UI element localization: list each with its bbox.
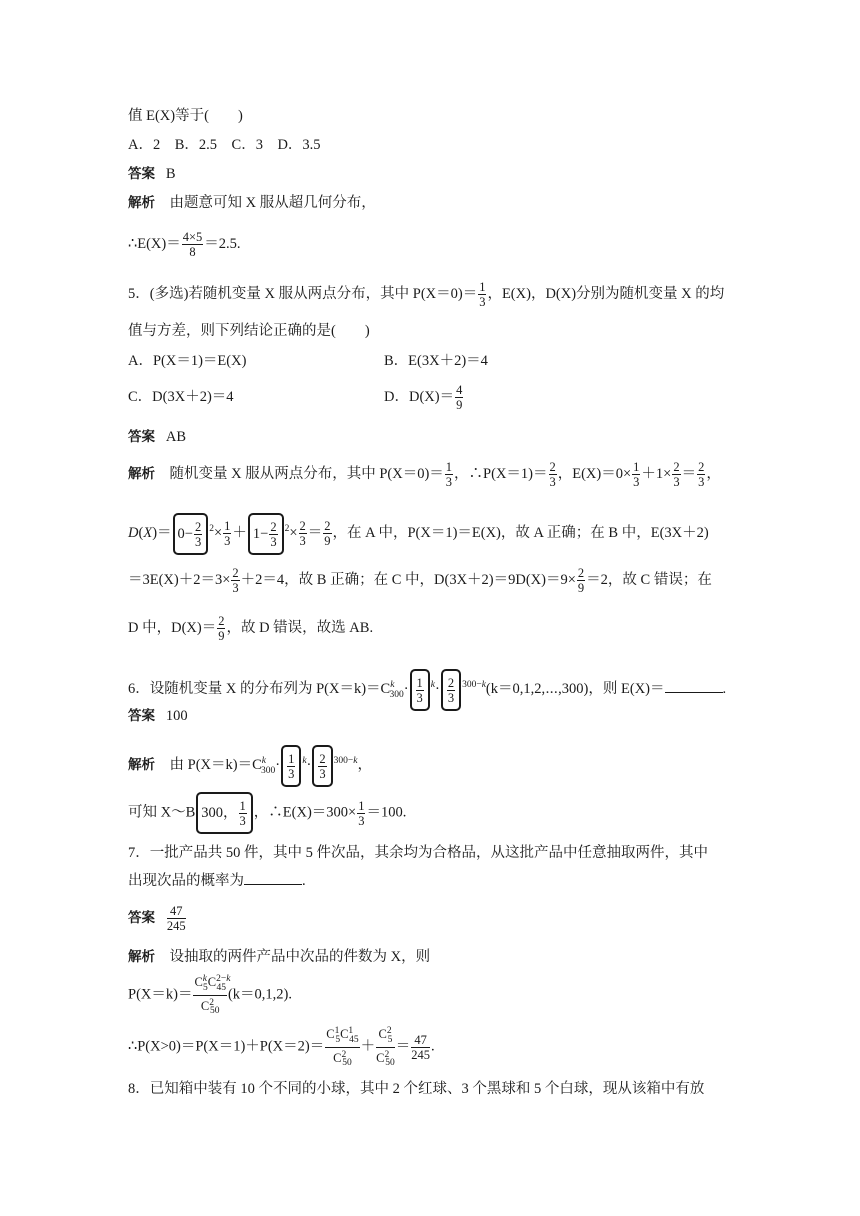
answer-label: 答案: [128, 429, 155, 445]
q5-analysis-text-10: ，故 D 错误，故选 AB.: [226, 620, 374, 636]
q7-result-num: 47: [411, 1033, 430, 1048]
q5-analysis-text-7: ＋2＝4，故 B 正确；在 C 中，D(3X＋2)＝9D(X)＝9×: [240, 572, 576, 588]
q4-answer-line: [128, 165, 176, 183]
q5-stem-line1: [128, 276, 724, 312]
q7-stem-text: 出现次品的概率为: [128, 873, 244, 889]
q5-answer: AB: [165, 429, 187, 445]
q6-stem-text: 6．设随机变量 X 的分布列为 P(X＝k)＝C: [128, 680, 391, 697]
q5-option-c: C．D(3X＋2)＝4: [128, 389, 234, 405]
analysis-label: 解析: [128, 756, 155, 773]
q7-result-fraction: [411, 1033, 430, 1062]
q7-answer-num: 47: [167, 904, 186, 919]
q6-analysis-line2: 可知 X～B 300， $\frac{1}{3}$ ，∴E(X)＝300× $\frac{1}{3}$ ＝100.: [128, 792, 406, 834]
q5-option-b: B．E(3X＋2)＝4: [384, 353, 488, 369]
q5-analysis-text-2: ，∴P(X＝1)＝: [454, 466, 548, 482]
q7-result-den: 245: [411, 1047, 431, 1062]
q6-answer: 100: [165, 708, 188, 724]
q5-analysis-text-9: D 中，D(X)＝: [128, 620, 217, 636]
q6-analysis-text-2: 可知 X～B: [128, 804, 196, 821]
paren-box: $\frac{1}{3}$: [281, 745, 301, 787]
q4-stem-tail: 值 E(X)等于( ): [128, 108, 243, 124]
answer-label: 答案: [128, 910, 155, 926]
paren-box: $\frac{1}{3}$: [410, 669, 430, 711]
q4-analysis-line: [128, 194, 376, 212]
q6-answer-line: [128, 707, 188, 725]
answer-label: 答案: [128, 708, 155, 724]
q7-formula2-prefix: ∴P(X>0)＝P(X＝1)＋P(X＝2)＝: [128, 1038, 325, 1055]
q7-formula1-suffix: (k＝0,1,2).: [227, 986, 292, 1003]
q5-analysis-text-5: ，在 A 中，P(X＝1)＝E(X)，故 A 正确；在 B 中，E(3X＋2): [332, 524, 709, 541]
q5-analysis-text-1: 随机变量 X 服从两点分布，其中 P(X＝0)＝: [169, 466, 444, 482]
answer-label: 答案: [128, 166, 155, 182]
analysis-label: 解析: [128, 466, 155, 482]
q5-option-d: [384, 379, 464, 415]
q7-answer-line: [128, 900, 187, 936]
answer-blank: [244, 872, 302, 885]
q4-answer: B: [165, 166, 176, 182]
q6-analysis-text-4: ＝100.: [366, 804, 407, 821]
q7-analysis-line1: [128, 948, 430, 966]
analysis-label: 解析: [128, 195, 155, 211]
fraction-4-9: $\frac{4}{9}$: [456, 383, 463, 413]
q7-formula-1: [128, 972, 292, 1018]
q6-analysis-line1: 解析 由 $P(X=k)=C^k_{300}\cdot$ $\frac{1}{3}$ $^k$· $\frac{2}{3}$ $^{300-k}$，: [128, 742, 372, 790]
q4-frac-num: 4×5: [182, 230, 203, 245]
q7-analysis-text: 设抽取的两件产品中次品的件数为 X，则: [169, 949, 431, 965]
paren-box: 300， $\frac{1}{3}$: [196, 792, 253, 834]
q5-option-d-text: D．D(X)＝: [384, 389, 455, 405]
paren-box: $\frac{2}{3}$: [312, 745, 332, 787]
q6-analysis-text-3: ，∴E(X)＝300×: [253, 804, 357, 821]
answer-blank: [665, 680, 723, 693]
analysis-label: 解析: [128, 949, 155, 965]
q4-analysis: 由题意可知 X 服从超几何分布，: [169, 195, 376, 211]
q5-analysis-line1: 解析 随机变量 X 服从两点分布，其中 P(X＝0)＝ $\frac{1}{3}$ ，∴P(X＝1)＝ $\frac{2}{3}$ ，E(X)＝0× $\frac{1}{3}$ ＋1× $\frac{2}{3}$ ＝ $\frac{2}{3}$ ，: [128, 460, 721, 490]
q5-stem-line2: 值与方差，则下列结论正确的是( ): [128, 323, 370, 339]
q4-frac-den: 8: [189, 245, 196, 260]
q5-analysis-line3: ＝3E(X)＋2＝3× $\frac{2}{3}$ ＋2＝4，故 B 正确；在 C 中，D(3X＋2)＝9D(X)＝9× $\frac{2}{9}$ ＝2，故 C 错误；在: [128, 566, 712, 596]
q5-analysis-text-4: ＋1×: [641, 466, 672, 482]
q8-stem: 8．已知箱中装有 10 个不同的小球，其中 2 个红球、3 个黑球和 5 个白球，现从该箱中有放: [128, 1081, 705, 1097]
q4-formula-suffix: ＝2.5.: [204, 236, 241, 252]
paren-box: 1− $\frac{2}{3}$: [248, 513, 284, 555]
fraction-1-3: $\frac{1}{3}$: [479, 280, 486, 310]
q7-formula1-prefix: P(X＝k)＝: [128, 986, 193, 1003]
q7-stem-line2: 出现次品的概率为 .: [128, 873, 306, 889]
q5-analysis-text-6: ＝3E(X)＋2＝3×: [128, 572, 231, 588]
q4-formula-prefix: ∴E(X)＝: [128, 236, 181, 252]
q7-formula-2: ∴P(X>0)＝P(X＝1)＋P(X＝2)＝ $\frac{C^1_5C^1_{45}}{C^2_{50}}$ ＋ $\frac{C^2_5}{C^2_{50}}$ ＝ $\frac{47}{245}$ .: [128, 1026, 435, 1069]
q5-answer-line: [128, 428, 186, 446]
q7-answer-fraction: [167, 904, 186, 933]
q5-analysis-text-3: ，E(X)＝0×: [557, 466, 632, 482]
q6-stem-tail: (k＝0,1,2,⋯,300)，则 E(X)＝: [485, 680, 665, 697]
q5-stem-a: 5．(多选)若随机变量 X 服从两点分布，其中 P(X＝0)＝: [128, 286, 478, 302]
paren-box: 0− $\frac{2}{3}$: [173, 513, 209, 555]
q5-analysis-text-8: ＝2，故 C 错误；在: [586, 572, 712, 588]
q6-stem: 6．设随机变量 X 的分布列为 $P(X=k)=C^k_{300}\cdot$ $\frac{1}{3}$ $^k$· $\frac{2}{3}$ $^{300-k}$(k＝0,1,2,⋯,300)，则 E(X)＝ .: [128, 666, 726, 714]
q7-stem-line1: 7．一批产品共 50 件，其中 5 件次品，其余均为合格品，从这批产品中任意抽取两件，其中: [128, 845, 708, 861]
q7-combination-fraction: $\frac{C^k_5C^{2-k}_{45}}{C^2_{50}}$: [194, 974, 231, 1017]
q5-stem-b: ，E(X)，D(X)分别为随机变量 X 的均: [487, 286, 725, 302]
q5-option-a: A．P(X＝1)＝E(X): [128, 353, 247, 369]
q4-fraction: [182, 230, 204, 259]
q4-formula: [128, 226, 241, 262]
q7-answer-den: 245: [166, 919, 186, 934]
q6-analysis-text: 由 P(X＝k)＝C: [169, 756, 262, 773]
q4-options: A．2 B．2.5 C．3 D．3.5: [128, 137, 321, 153]
q5-analysis-line4: D 中，D(X)＝ $\frac{2}{9}$ ，故 D 错误，故选 AB.: [128, 614, 374, 644]
q5-analysis-line2: D(X)＝ 0− $\frac{2}{3}$ $^2$× $\frac{1}{3}$ ＋ 1− $\frac{2}{3}$ $^2$× $\frac{2}{3}$ ＝ $\frac{2}{9}$ ，在 A 中，P(X＝1)＝E(X)，故 A 正确；在 B 中，E(3X＋2): [128, 510, 709, 555]
paren-box: $\frac{2}{3}$: [441, 669, 461, 711]
